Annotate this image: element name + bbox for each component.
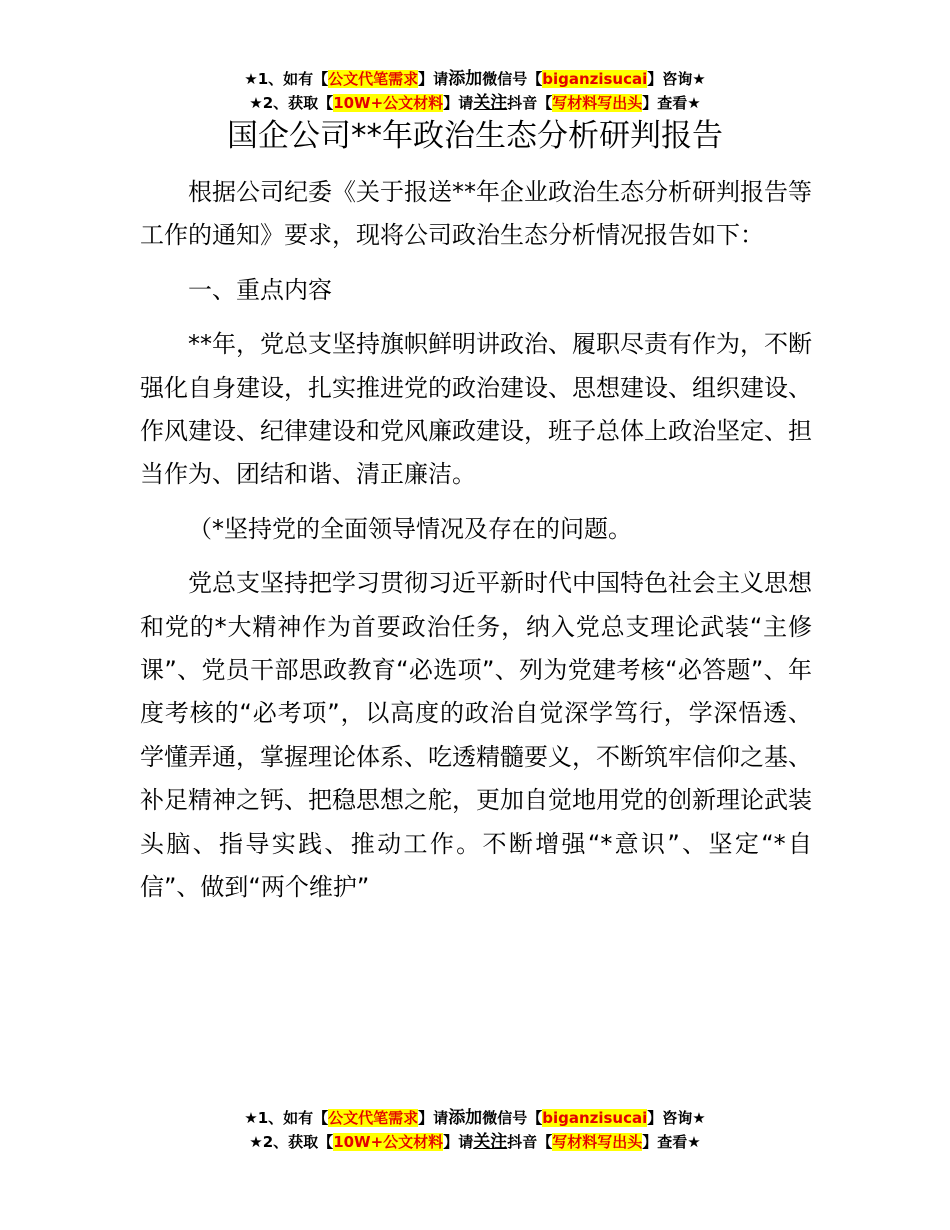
banner-line-2 xyxy=(0,91,950,115)
document-title: 国企公司**年政治生态分析研判报告 xyxy=(227,118,723,154)
banner-text: 】请 xyxy=(418,70,449,88)
section-heading: 一、重点内容 xyxy=(188,275,332,304)
banner-text: 】查看★ xyxy=(642,94,701,112)
banner-text: 】查看★ xyxy=(642,1133,701,1151)
banner-emphasis: 添加 xyxy=(448,69,483,89)
banner-line-2 xyxy=(0,1130,950,1154)
banner-text: ★2、获取【 xyxy=(249,1133,334,1151)
banner-text: ★2、获取【 xyxy=(249,94,334,112)
banner-text: 】咨询★ xyxy=(647,70,706,88)
banner-emphasis: 关注 xyxy=(473,1132,508,1152)
banner-text: ★1、如有【 xyxy=(244,70,329,88)
document-body xyxy=(140,171,812,910)
banner-emphasis: 关注 xyxy=(473,93,508,113)
banner-highlight: biganzisucai xyxy=(542,70,648,88)
banner-text: 抖音【 xyxy=(507,94,553,112)
banner-highlight: 写材料写出头 xyxy=(552,94,643,112)
banner-text: 】请 xyxy=(443,94,474,112)
header-banner xyxy=(0,67,950,115)
banner-text: 】请 xyxy=(443,1133,474,1151)
paragraph-overview: **年，党总支坚持旗帜鲜明讲政治、履职尽责有作为，不断强化自身建设，扎实推进党的政治建设、思想建设、组织建设、作风建设、纪律建设和党风廉政建设，班子总体上政治坚定、担当作为、团结和谐、清正廉洁。 xyxy=(140,330,812,489)
banner-emphasis: 添加 xyxy=(448,1108,483,1128)
banner-text: 抖音【 xyxy=(507,1133,553,1151)
banner-text: 】咨询★ xyxy=(647,1109,706,1127)
banner-highlight: 10W+公文材料 xyxy=(333,94,444,112)
banner-highlight: 10W+公文材料 xyxy=(333,1133,444,1151)
banner-highlight: 公文代笔需求 xyxy=(328,1109,419,1127)
banner-line-1 xyxy=(0,67,950,91)
banner-highlight: biganzisucai xyxy=(542,1109,648,1127)
banner-text: 】请 xyxy=(418,1109,449,1127)
banner-text: 微信号【 xyxy=(482,70,543,88)
banner-text: 微信号【 xyxy=(482,1109,543,1127)
banner-highlight: 写材料写出头 xyxy=(552,1133,643,1151)
paragraph-intro: 根据公司纪委《关于报送**年企业政治生态分析研判报告等工作的通知》要求，现将公司政治生态分析情况报告如下： xyxy=(140,178,812,250)
banner-text: ★1、如有【 xyxy=(244,1109,329,1127)
paragraph-detail: 党总支坚持把学习贯彻习近平新时代中国特色社会主义思想和党的*大精神作为首要政治任务，纳入党总支理论武装“主修课”、党员干部思政教育“必选项”、列为党建考核“必答题”、年度考核的“必考项”，以高度的政治自觉深学笃行，学深悟透、学懂弄通，掌握理论体系、吃透精髓要义，不断筑牢信仰之基、补足精神之钙、把稳思想之舵，更加自觉地用党的创新理论武装头脑、指导实践、推动工作。不断增强“*意识”、坚定“*自信”、做到“两个维护” xyxy=(140,569,812,902)
banner-line-1 xyxy=(0,1106,950,1130)
subsection-heading: （*坚持党的全面领导情况及存在的问题。 xyxy=(188,514,632,543)
banner-highlight: 公文代笔需求 xyxy=(328,70,419,88)
footer-banner xyxy=(0,1106,950,1154)
